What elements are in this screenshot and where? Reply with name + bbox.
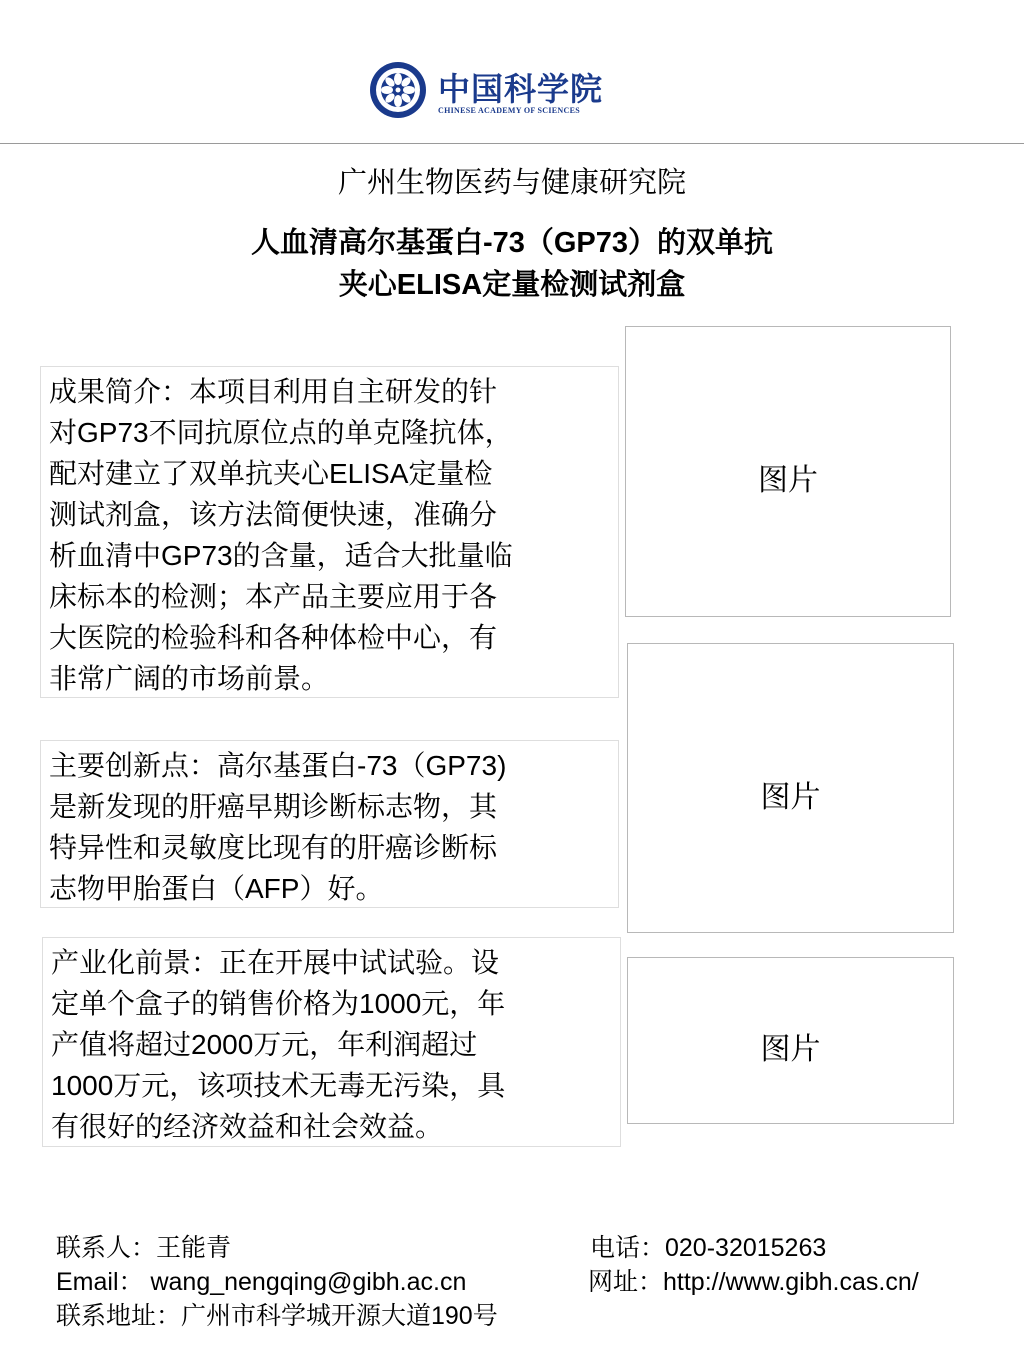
institute-name: 广州生物医药与健康研究院: [337, 165, 686, 199]
text-line: 主要创新点：高尔基蛋白-73（GP73): [49, 750, 507, 781]
logo-english-name: CHINESE ACADEMY OF SCIENCES: [438, 106, 580, 115]
image-placeholder: [627, 643, 954, 933]
text-line: 定单个盒子的销售价格为1000元，年: [51, 988, 506, 1019]
header-divider: [0, 143, 1024, 144]
title-line: 夹心ELISA定量检测试剂盒: [338, 269, 686, 301]
image-placeholder-label: 图片: [758, 463, 818, 498]
innovation-section: [40, 740, 619, 908]
text-line: 析血清中GP73的含量，适合大批量临: [49, 540, 513, 571]
text-line: 1000万元，该项技术无毒无污染，具: [51, 1070, 506, 1101]
contact-address: 联系地址：广州市科学城开源大道190号: [56, 1302, 498, 1330]
text-line: 床标本的检测；本产品主要应用于各: [49, 581, 498, 612]
cas-logo: [368, 58, 604, 122]
industrialization-section: [42, 937, 621, 1147]
text-line: 产值将超过2000万元，年利润超过: [51, 1029, 478, 1060]
title-line: 人血清高尔基蛋白-73（GP73）的双单抗: [250, 227, 774, 259]
summary-section: [40, 366, 619, 698]
cas-emblem-icon: [368, 60, 428, 120]
contact-person: 联系人：王能青: [56, 1234, 232, 1262]
text-line: 配对建立了双单抗夹心ELISA定量检: [49, 458, 493, 489]
contact-email[interactable]: Email： wang_nengqing@gibh.ac.cn: [56, 1268, 467, 1296]
text-line: 有很好的经济效益和社会效益。: [51, 1111, 444, 1142]
page-title: [0, 222, 1024, 306]
text-line: 测试剂盒，该方法简便快速，准确分: [49, 499, 498, 530]
image-placeholder: [625, 326, 951, 617]
logo-chinese-name: 中国科学院: [438, 70, 604, 108]
image-placeholder-label: 图片: [760, 1032, 821, 1067]
image-placeholder-label: 图片: [760, 780, 821, 815]
contact-website[interactable]: 网址：http://www.gibh.cas.cn/: [588, 1268, 919, 1296]
text-line: 是新发现的肝癌早期诊断标志物，其: [49, 791, 498, 822]
text-line: 大医院的检验科和各种体检中心，有: [49, 622, 498, 653]
image-placeholder: [627, 957, 954, 1124]
text-line: 产业化前景：正在开展中试试验。设: [51, 947, 500, 978]
contact-phone: 电话：020-32015263: [590, 1234, 827, 1262]
text-line: 志物甲胎蛋白（AFP）好。: [49, 873, 384, 904]
text-line: 成果简介：本项目利用自主研发的针: [49, 376, 498, 407]
text-line: 非常广阔的市场前景。: [49, 663, 330, 694]
text-line: 特异性和灵敏度比现有的肝癌诊断标: [49, 832, 498, 863]
text-line: 对GP73不同抗原位点的单克隆抗体，: [49, 417, 513, 448]
